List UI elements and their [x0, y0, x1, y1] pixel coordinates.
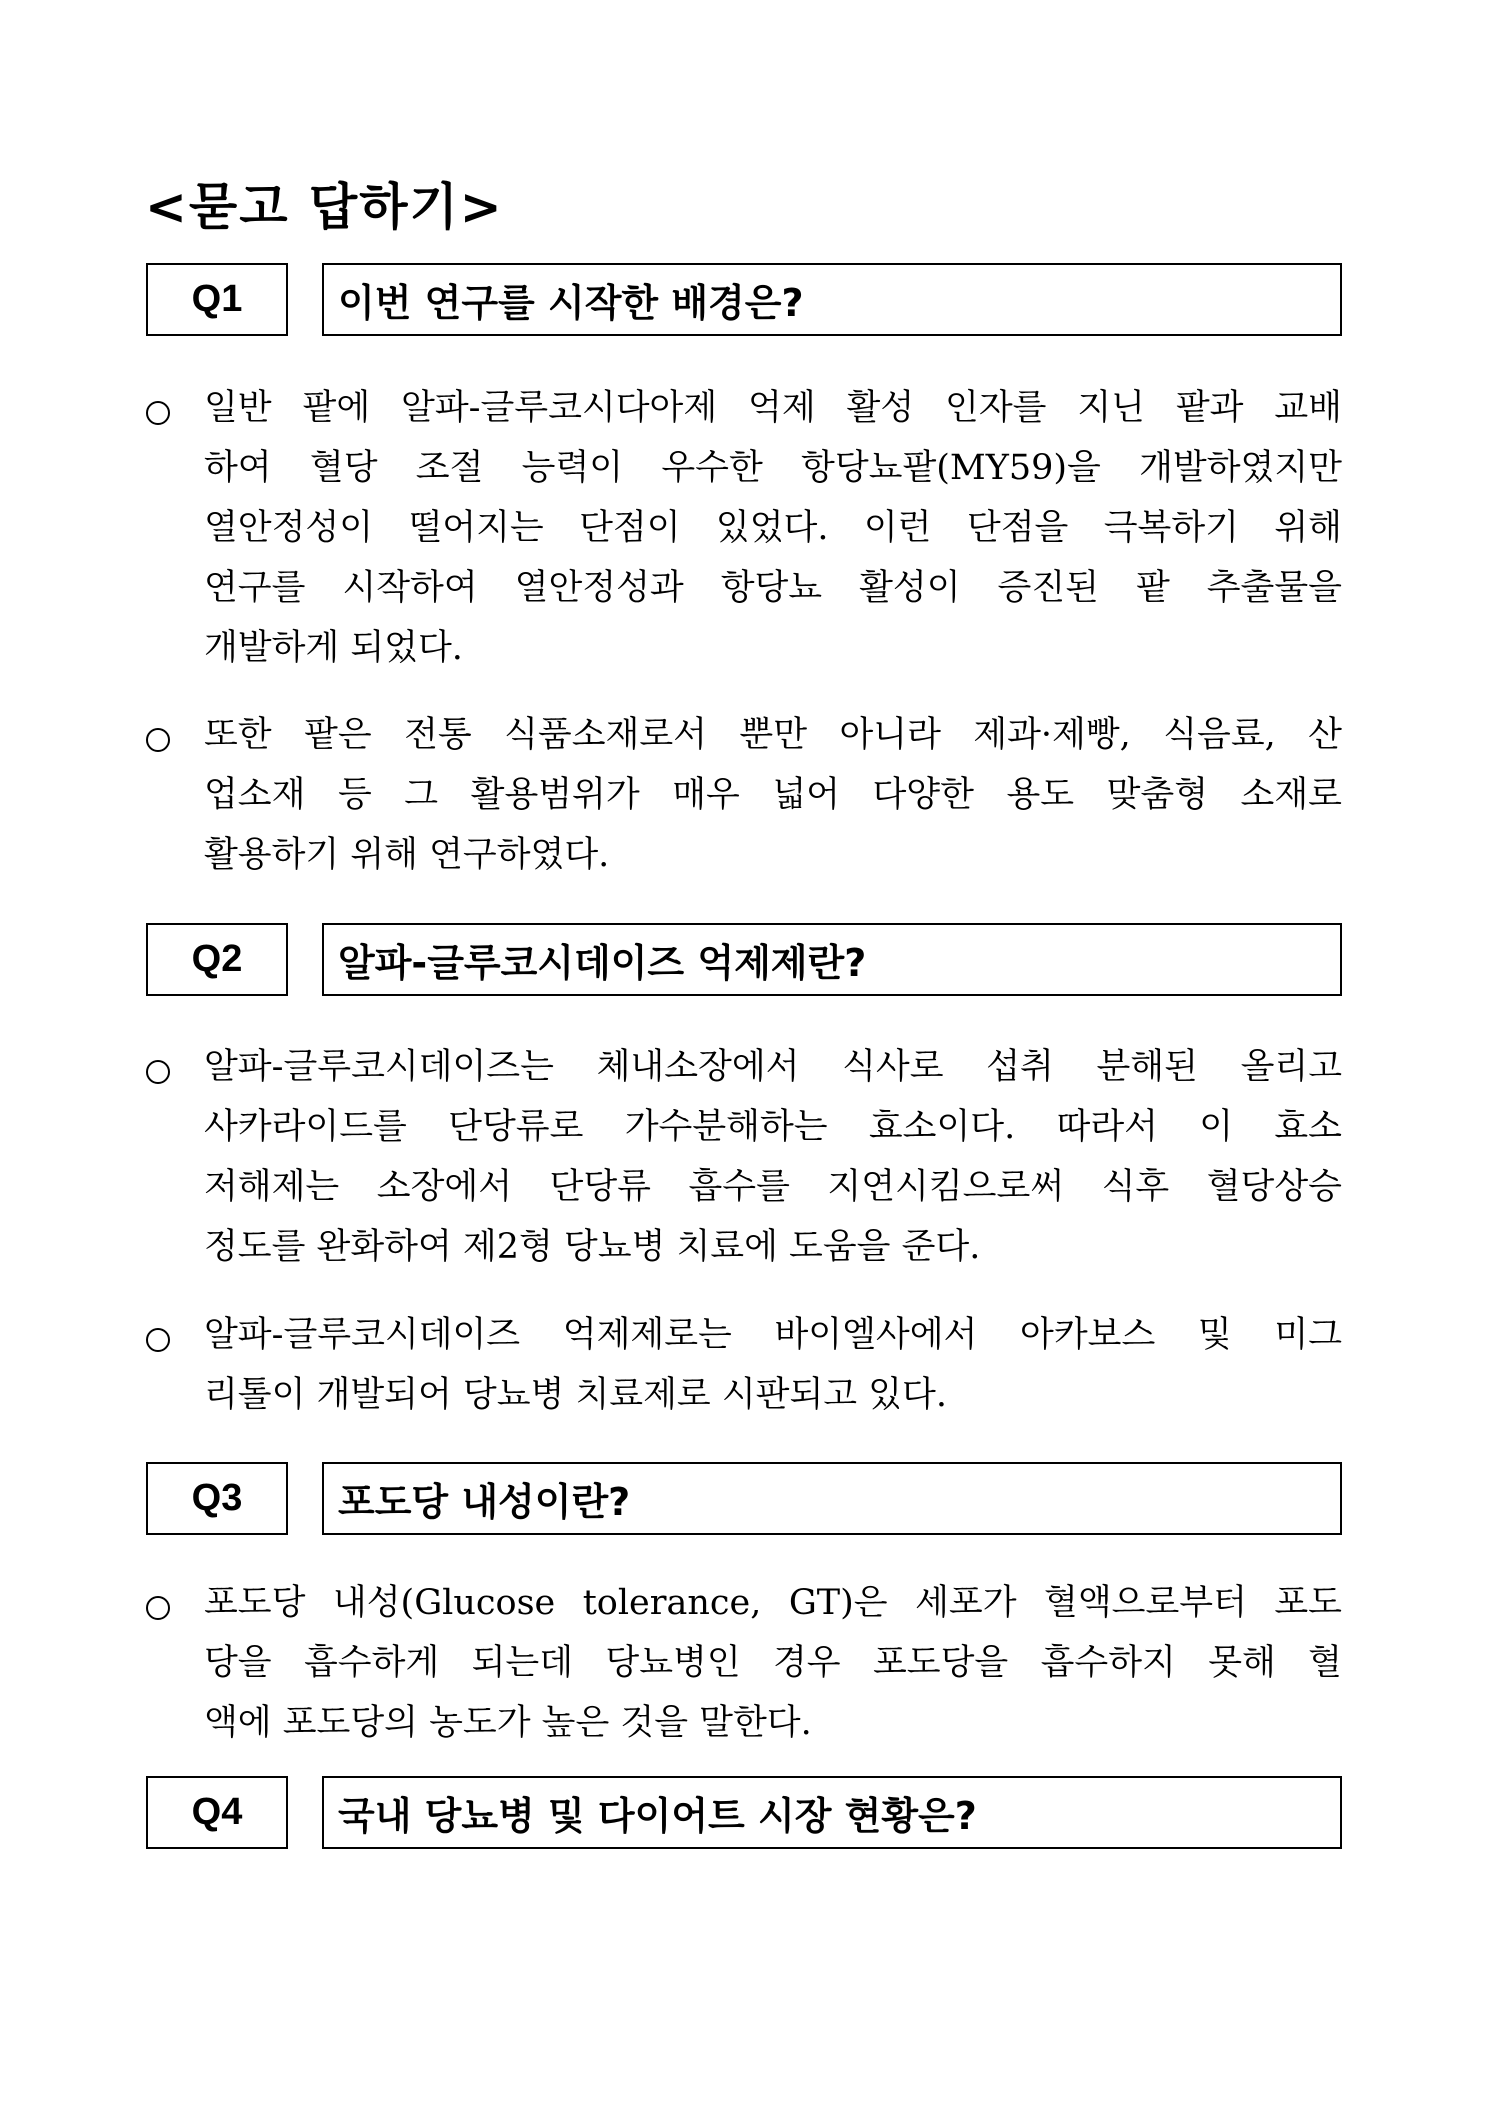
text-line: 정도를 완화하여 제2형 당뇨병 치료에 도움을 준다. — [204, 1227, 981, 1267]
answer-paragraph — [146, 1573, 1342, 1753]
question-label-q4: Q4 — [146, 1776, 288, 1849]
text-line: 당을 흡수하게 되는데 당뇨병인 경우 포도당을 흡수하지 못해 혈 — [204, 1643, 1342, 1683]
text-line: 사카라이드를 단당류로 가수분해하는 효소이다. 따라서 이 효소 — [204, 1107, 1342, 1147]
text-line: 또한 팥은 전통 식품소재로서 뿐만 아니라 제과·제빵, 식음료, 산 — [204, 715, 1342, 755]
text-line: 알파-글루코시데이즈 억제제로는 바이엘사에서 아카보스 및 미그 — [204, 1315, 1342, 1355]
text-line: 일반 팥에 알파-글루코시다아제 억제 활성 인자를 지닌 팥과 교배 — [204, 388, 1342, 428]
text-line: 저해제는 소장에서 단당류 흡수를 지연시킴으로써 식후 혈당상승 — [204, 1167, 1342, 1207]
question-text-q4: 국내 당뇨병 및 다이어트 시장 현황은? — [322, 1776, 1342, 1849]
circle-bullet-icon — [146, 1328, 170, 1352]
text-line: 알파-글루코시데이즈는 체내소장에서 식사로 섭취 분해된 올리고 — [204, 1047, 1342, 1087]
question-text-q1: 이번 연구를 시작한 배경은? — [322, 263, 1342, 336]
question-label-q3: Q3 — [146, 1462, 288, 1535]
text-line: 연구를 시작하여 열안정성과 항당뇨 활성이 증진된 팥 추출물을 — [204, 568, 1342, 608]
text-line: 개발하게 되었다. — [204, 628, 463, 668]
text-line: 리톨이 개발되어 당뇨병 치료제로 시판되고 있다. — [204, 1375, 947, 1415]
answer-paragraph — [146, 378, 1342, 678]
answer-paragraph — [146, 1305, 1342, 1425]
circle-bullet-icon — [146, 1596, 170, 1620]
question-text-q2: 알파-글루코시데이즈 억제제란? — [322, 923, 1342, 996]
question-text-q3: 포도당 내성이란? — [322, 1462, 1342, 1535]
answer-paragraph — [146, 705, 1342, 885]
text-line: 활용하기 위해 연구하였다. — [204, 835, 610, 875]
circle-bullet-icon — [146, 1060, 170, 1084]
page-title: <묻고 답하기> — [145, 178, 504, 236]
text-line: 열안정성이 떨어지는 단점이 있었다. 이런 단점을 극복하기 위해 — [204, 508, 1342, 548]
text-line: 포도당 내성(Glucose tolerance, GT)은 세포가 혈액으로부터 포도 — [204, 1583, 1342, 1623]
answer-paragraph — [146, 1037, 1342, 1277]
question-label-q2: Q2 — [146, 923, 288, 996]
text-line: 하여 혈당 조절 능력이 우수한 항당뇨팥(MY59)을 개발하였지만 — [204, 448, 1342, 488]
circle-bullet-icon — [146, 728, 170, 752]
text-line: 업소재 등 그 활용범위가 매우 넓어 다양한 용도 맞춤형 소재로 — [204, 775, 1342, 815]
circle-bullet-icon — [146, 401, 170, 425]
text-line: 액에 포도당의 농도가 높은 것을 말한다. — [204, 1703, 812, 1743]
question-label-q1: Q1 — [146, 263, 288, 336]
